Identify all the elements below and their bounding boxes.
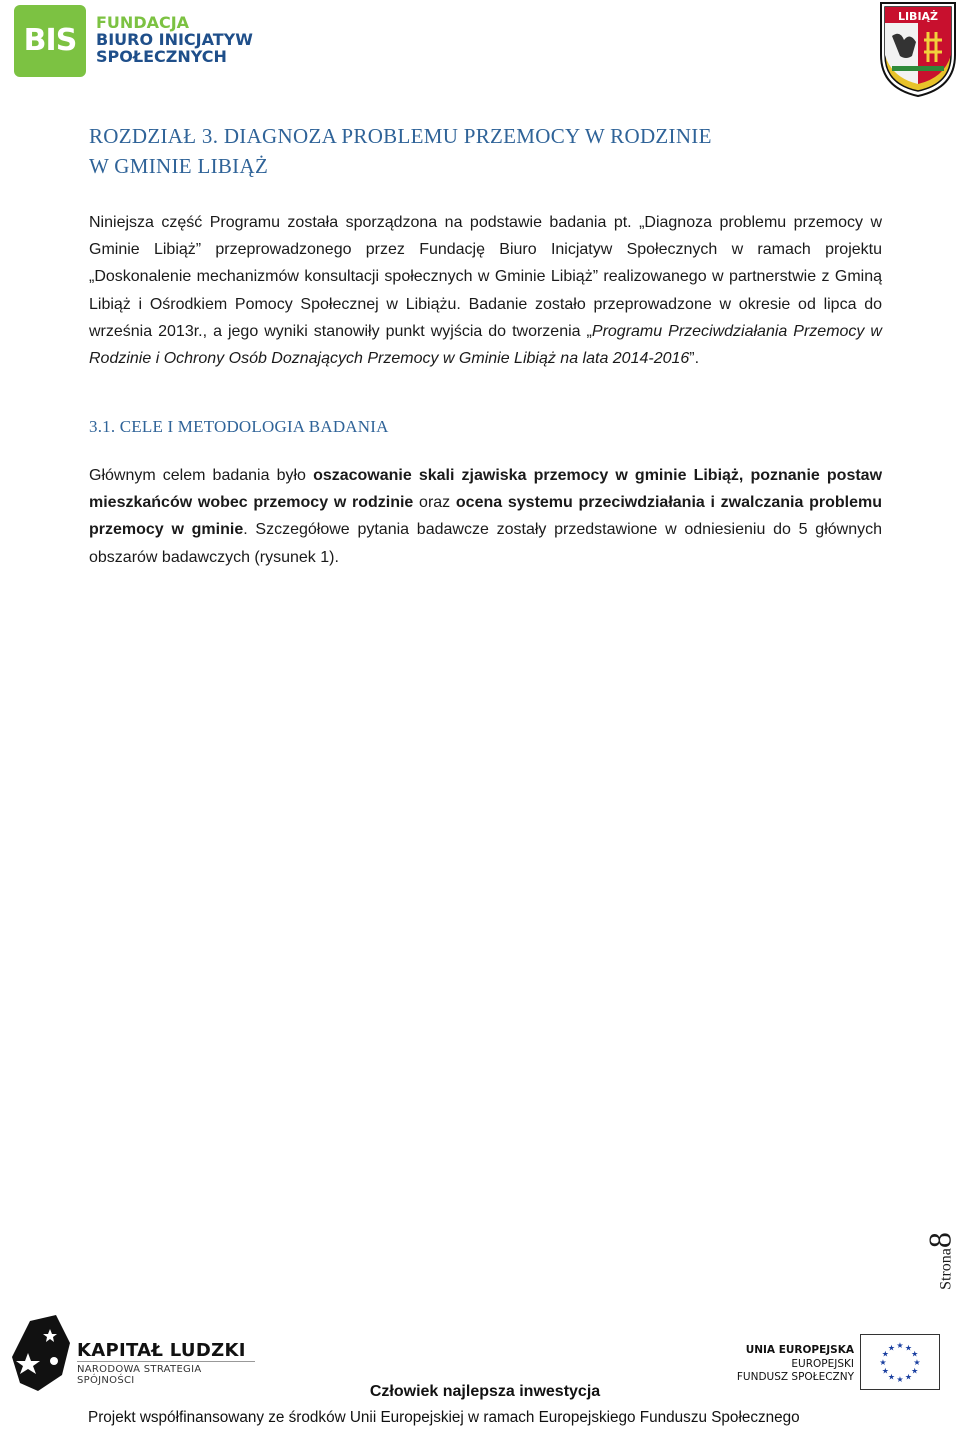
kapital-ludzki-logo [10,1313,255,1393]
eu-line2: EUROPEJSKI [791,1358,854,1370]
intro-text: Niniejsza część Programu została sporządzona na podstawie badania pt. „Diagnoza problemu przemocy w Gminie Libiąż” przeprowadzonego przez Fundację Biuro Inicjatyw Społecznych w ramach projektu „Doskonalenie mechanizmów konsultacji społecznych w Gminie Libiąż” realizowanego w partnerstwie z Gminą Libiąż i Ośrodkiem Pomocy Społecznej w Libiążu. Badanie zostało przeprowadzone w okresie od lipca do września 2013r., a jego wyniki stanowiły punkt wyjścia do tworzenia „ [89,214,882,340]
eu-line3: FUNDUSZ SPOŁECZNY [736,1371,854,1383]
footer-funding-note: Projekt współfinansowany ze środków Unii Europejskiej w ramach Europejskiego Funduszu Społecznego [88,1409,800,1426]
intro-paragraph [89,209,882,372]
eu-star-icon: ★ [881,1366,889,1376]
bis-logo-mark: BIS [14,5,86,77]
chapter-title [89,121,712,181]
goals-text-1: Głównym celem badania było [89,467,314,484]
page-number-label: Strona [937,1248,955,1290]
crest-banner: LIBIĄŻ [897,10,939,23]
program-title: Programu Przeciwdziałania Przemocy w Rodzinie i Ochrony Osób Doznających Przemocy w Gminie Libiąż na lata 2014-2016 [89,322,882,368]
libiaz-coat-of-arms-icon [878,0,958,98]
bis-logo-text [96,14,253,65]
eu-flag-icon [860,1334,940,1390]
intro-text-end: ”. [689,350,700,368]
eu-star-icon: ★ [887,1343,896,1353]
bis-logo-line1: FUNDACJA [96,13,190,32]
eu-star-icon: ★ [904,1372,913,1382]
page-number [918,1214,960,1308]
eu-line1: UNIA EUROPEJSKA [745,1344,854,1356]
eu-star-icon: ★ [904,1343,913,1353]
page-number-value: 8 [921,1232,958,1249]
bis-logo-line2: BIURO INICJATYW [96,30,253,49]
goals-text-2: oraz [413,494,456,512]
chapter-title-line1: ROZDZIAŁ 3. DIAGNOZA PROBLEMU PRZEMOCY W RODZINIE [89,124,712,148]
kapital-ludzki-title: KAPITAŁ LUDZKI [77,1340,246,1361]
eu-star-icon: ★ [896,1341,904,1350]
eu-star-icon: ★ [881,1349,889,1359]
goals-bold-1: oszacowanie skali zjawiska przemocy w gminie Libiąż, poznanie postaw mieszkańców wobec przemocy w rodzinie [89,467,883,512]
goals-bold-2: ocena systemu przeciwdziałania i zwalczania problemu przemocy w gminie [89,494,883,539]
section-heading: 3.1. CELE I METODOLOGIA BADANIA [89,417,389,436]
eu-star-icon: ★ [913,1358,921,1367]
footer-motto: Człowiek najlepsza inwestycja [369,1383,601,1400]
kapital-ludzki-emblem-icon [10,1313,72,1393]
eu-star-icon: ★ [911,1366,919,1376]
bis-foundation-logo [14,5,254,77]
chapter-title-line2: W GMINIE LIBIĄŻ [89,154,269,178]
eu-star-icon: ★ [887,1372,896,1382]
goals-paragraph [89,462,882,571]
eu-star-icon: ★ [911,1349,919,1359]
eu-star-icon: ★ [896,1375,904,1384]
eu-star-icon: ★ [879,1358,887,1367]
bis-logo-line3: SPOŁECZNYCH [96,47,227,66]
goals-text-3: . Szczegółowe pytania badawcze zostały przedstawione w odniesieniu do 5 głównych obszarów badawczych (rysunek 1). [89,521,883,566]
kapital-ludzki-subtitle: NARODOWA STRATEGIA SPÓJNOŚCI [77,1364,202,1386]
kapital-ludzki-divider [77,1361,255,1362]
